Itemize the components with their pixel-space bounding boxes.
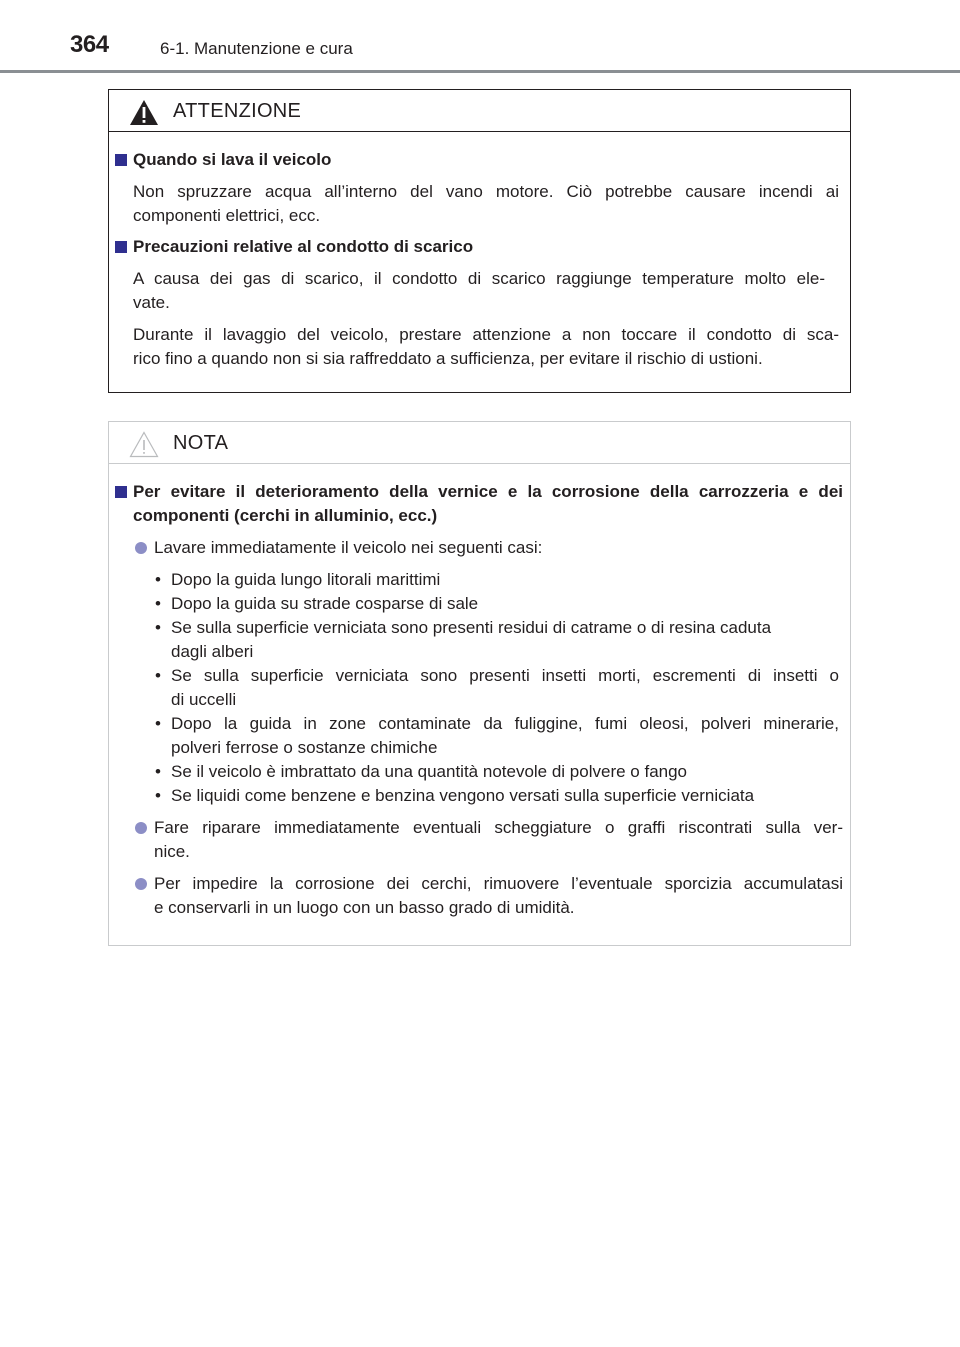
- square-bullet: [115, 241, 127, 253]
- list-bullet-dot: •: [155, 618, 161, 637]
- attenzione-text-line: vate.: [133, 293, 170, 312]
- nota-heading-line: Per evitare il deterioramento della vernice e la corrosione della carrozzeria e dei: [133, 482, 843, 501]
- list-item: Dopo la guida su strade cosparse di sale: [171, 594, 479, 613]
- list-bullet-dot: •: [155, 594, 161, 613]
- list-bullet-dot: •: [155, 714, 161, 733]
- nota-point-3-line: Per impedire la corrosione dei cerchi, rimuovere l’eventuale sporcizia accumulatasi: [154, 874, 843, 893]
- attenzione-heading-1: Quando si lava il veicolo: [133, 150, 332, 169]
- list-bullet-dot: •: [155, 666, 161, 685]
- nota-title: NOTA: [173, 432, 229, 454]
- attenzione-title: ATTENZIONE: [173, 100, 302, 122]
- nota-point-1: Lavare immediatamente il veicolo nei seguenti casi:: [154, 538, 543, 557]
- warning-triangle-filled-icon: [129, 99, 159, 126]
- list-bullet-dot: •: [155, 786, 161, 805]
- square-bullet: [115, 486, 127, 498]
- list-bullet-dot: •: [155, 762, 161, 781]
- nota-box: [108, 421, 851, 946]
- attenzione-text-line: A causa dei gas di scarico, il condotto di scarico raggiunge temperature molto ele-: [133, 269, 825, 288]
- list-item: Se il veicolo è imbrattato da una quantità notevole di polvere o fango: [171, 762, 688, 781]
- nota-heading-line: componenti (cerchi in alluminio, ecc.): [133, 506, 438, 525]
- circle-bullet: [135, 822, 147, 834]
- page-number: 364: [70, 31, 109, 58]
- page-header: [0, 0, 960, 75]
- list-item-continuation: dagli alberi: [171, 642, 254, 661]
- circle-bullet: [135, 878, 147, 890]
- attenzione-text-line: Non spruzzare acqua all’interno del vano motore. Ciò potrebbe causare incendi ai: [133, 182, 839, 201]
- header-rule: [0, 70, 960, 73]
- attenzione-box: [108, 89, 851, 393]
- list-item: Se sulla superficie verniciata sono presenti residui di catrame o di resina caduta: [171, 618, 772, 637]
- attenzione-text-line: rico fino a quando non si sia raffreddato a sufficienza, per evitare il rischio di ustioni.: [133, 349, 763, 368]
- list-item: Dopo la guida lungo litorali marittimi: [171, 570, 441, 589]
- nota-point-3-line: e conservarli in un luogo con un basso grado di umidità.: [154, 898, 575, 917]
- nota-header: [109, 422, 850, 464]
- list-item: Se liquidi come benzene e benzina vengono versati sulla superficie verniciata: [171, 786, 755, 805]
- list-item-continuation: polveri ferrose o sostanze chimiche: [171, 738, 438, 757]
- attenzione-header: [109, 90, 850, 132]
- list-item: Se sulla superficie verniciata sono presenti insetti morti, escrementi di insetti o: [171, 666, 839, 685]
- warning-triangle-outline-icon: [129, 431, 159, 458]
- list-item: Dopo la guida in zone contaminate da fuliggine, fumi oleosi, polveri minerarie,: [171, 714, 839, 733]
- circle-bullet: [135, 542, 147, 554]
- attenzione-text-line: Durante il lavaggio del veicolo, prestare attenzione a non toccare il condotto di sca-: [133, 325, 839, 344]
- attenzione-text-line: componenti elettrici, ecc.: [133, 206, 321, 225]
- nota-point-2-line: Fare riparare immediatamente eventuali scheggiature o graffi riscontrati sulla ver-: [154, 818, 843, 837]
- square-bullet: [115, 154, 127, 166]
- list-item-continuation: di uccelli: [171, 690, 237, 709]
- list-bullet-dot: •: [155, 570, 161, 589]
- attenzione-heading-2: Precauzioni relative al condotto di scarico: [133, 237, 474, 256]
- section-title: 6-1. Manutenzione e cura: [160, 39, 353, 58]
- nota-point-2-line: nice.: [154, 842, 190, 861]
